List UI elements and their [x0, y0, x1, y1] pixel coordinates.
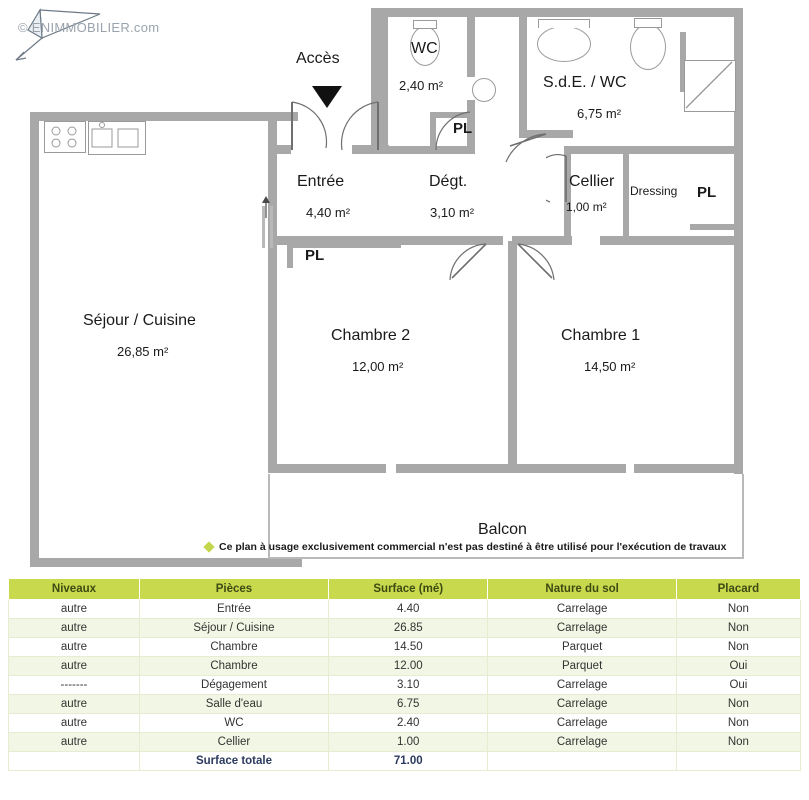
cell-piece: WC — [139, 714, 328, 733]
cell-sol: Carrelage — [488, 600, 676, 619]
col-header-placard: Placard — [676, 579, 800, 600]
wall-chambre1-bottom-right — [634, 464, 743, 473]
table-row — [9, 676, 801, 695]
table-row — [9, 714, 801, 733]
sink-counter-icon — [538, 19, 590, 28]
cell-placard: Non — [676, 638, 800, 657]
window-arrow-icon — [258, 196, 278, 218]
cell-piece: Chambre — [139, 638, 328, 657]
total-value: 71.00 — [329, 752, 488, 771]
label-cellier-area: 1,00 m² — [566, 200, 607, 214]
wall-sejour-right-lower — [268, 241, 277, 471]
cell-piece: Chambre — [139, 657, 328, 676]
cell-surface: 3.10 — [329, 676, 488, 695]
cell-surface: 12.00 — [329, 657, 488, 676]
label-acces: Accès — [296, 50, 340, 67]
cell-sol: Carrelage — [488, 714, 676, 733]
cell-placard: Non — [676, 600, 800, 619]
total-empty-cell-2 — [488, 752, 676, 771]
wall-chambre1-bottom-left — [516, 464, 626, 473]
table-total-row — [9, 752, 801, 771]
cell-surface: 1.00 — [329, 733, 488, 752]
wall-left-outer — [30, 112, 39, 567]
cell-sol: Parquet — [488, 657, 676, 676]
label-chambre2-area: 12,00 m² — [352, 359, 404, 374]
kitchen-sink-bowls-icon — [88, 121, 144, 153]
wall-corridor-bottom-right — [600, 236, 743, 245]
label-wc: WC — [411, 40, 438, 57]
cell-sol: Parquet — [488, 638, 676, 657]
label-sde-wc-area: 6,75 m² — [577, 106, 622, 121]
total-empty-cell-3 — [676, 752, 800, 771]
cell-niveau: autre — [9, 657, 140, 676]
label-chambre2: Chambre 2 — [331, 327, 411, 344]
cell-placard: Non — [676, 733, 800, 752]
label-wc-area: 2,40 m² — [399, 78, 444, 93]
label-sejour-cuisine: Séjour / Cuisine — [83, 312, 196, 329]
surface-table-wrap — [8, 578, 801, 771]
cell-placard: Non — [676, 714, 800, 733]
cell-sol: Carrelage — [488, 676, 676, 695]
wall-wc-left — [380, 8, 388, 154]
balcony-outline-bottom — [268, 557, 744, 559]
label-chambre1: Chambre 1 — [561, 327, 641, 344]
wall-wc-right-upper — [467, 17, 475, 77]
disclaimer-text — [205, 541, 805, 553]
label-pl-wc: PL — [453, 120, 473, 137]
cell-piece: Cellier — [139, 733, 328, 752]
cell-surface: 6.75 — [329, 695, 488, 714]
cell-niveau: autre — [9, 714, 140, 733]
cell-sol: Carrelage — [488, 733, 676, 752]
door-chambre1-icon — [516, 242, 558, 284]
col-header-niveaux: Niveaux — [9, 579, 140, 600]
toilet-wc-tank-icon — [413, 20, 437, 29]
cell-piece: Dégagement — [139, 676, 328, 695]
wall-chambre2-bottom-left — [268, 464, 386, 473]
wall-chambre2-bottom-right — [396, 464, 516, 473]
cell-niveau: autre — [9, 619, 140, 638]
cell-piece: Salle d'eau — [139, 695, 328, 714]
diamond-bullet-icon — [203, 541, 214, 552]
cell-surface: 2.40 — [329, 714, 488, 733]
label-sde-wc: S.d.E. / WC — [543, 74, 627, 91]
toilet-sde-icon — [630, 24, 666, 70]
label-sejour-cuisine-area: 26,85 m² — [117, 344, 169, 359]
label-degt: Dégt. — [429, 173, 468, 190]
label-balcon: Balcon — [478, 521, 527, 538]
table-header-row — [9, 579, 801, 600]
cell-niveau: autre — [9, 600, 140, 619]
door-sde-icon — [500, 132, 548, 166]
label-chambre1-area: 14,50 m² — [584, 359, 636, 374]
label-cellier: Cellier — [569, 173, 615, 190]
table-row — [9, 619, 801, 638]
wall-sejour-top — [30, 112, 298, 121]
cell-piece: Entrée — [139, 600, 328, 619]
handwash-basin-icon — [472, 78, 496, 102]
cooktop-burners-icon — [44, 121, 84, 151]
sink-basin-icon — [537, 26, 591, 62]
shower-diagonal-icon — [684, 60, 734, 110]
cell-placard: Oui — [676, 657, 800, 676]
disclaimer-label: Ce plan à usage exclusivement commercial n'est pas destiné à être utilisé pour l'exécution de travaux — [219, 541, 727, 553]
label-pl-chambre2: PL — [305, 247, 325, 264]
label-pl-dressing: PL — [697, 184, 717, 201]
table-row — [9, 695, 801, 714]
total-empty-cell — [9, 752, 140, 771]
cell-surface: 4.40 — [329, 600, 488, 619]
cell-niveau: autre — [9, 638, 140, 657]
door-chambre2-icon — [448, 242, 488, 284]
cell-sol: Carrelage — [488, 619, 676, 638]
wall-sde-bottom-right — [596, 146, 743, 154]
watermark-text: © ENIMMOBILIER.com — [18, 20, 160, 35]
col-header-nature-sol: Nature du sol — [488, 579, 676, 600]
door-entree-2-icon — [338, 100, 380, 154]
cell-niveau: autre — [9, 695, 140, 714]
cell-piece: Séjour / Cuisine — [139, 619, 328, 638]
cell-surface: 14.50 — [329, 638, 488, 657]
label-dressing: Dressing — [630, 184, 678, 198]
col-header-surface: Surface (mé) — [329, 579, 488, 600]
cell-placard: Non — [676, 695, 800, 714]
table-row — [9, 657, 801, 676]
cell-surface: 26.85 — [329, 619, 488, 638]
toilet-sde-tank-icon — [634, 18, 662, 28]
wall-dressing-bottom — [690, 224, 742, 230]
surface-table — [8, 578, 801, 771]
total-label: Surface totale — [139, 752, 328, 771]
wall-pl-chambre2-left — [287, 242, 293, 268]
wall-cellier-right — [623, 152, 629, 236]
table-row — [9, 638, 801, 657]
table-row — [9, 600, 801, 619]
cell-placard: Oui — [676, 676, 800, 695]
wall-sde-left — [519, 17, 527, 138]
wall-sejour-bottom — [30, 558, 302, 567]
table-row — [9, 733, 801, 752]
label-degt-area: 3,10 m² — [430, 205, 475, 220]
label-entree: Entrée — [297, 173, 345, 190]
cell-niveau: autre — [9, 733, 140, 752]
col-header-pieces: Pièces — [139, 579, 328, 600]
cell-sol: Carrelage — [488, 695, 676, 714]
cell-placard: Non — [676, 619, 800, 638]
wall-entree-top-left — [277, 145, 291, 154]
cell-niveau: ------- — [9, 676, 140, 695]
wall-top-right — [371, 8, 743, 17]
access-arrow-icon — [310, 84, 344, 112]
label-entree-area: 4,40 m² — [306, 205, 351, 220]
